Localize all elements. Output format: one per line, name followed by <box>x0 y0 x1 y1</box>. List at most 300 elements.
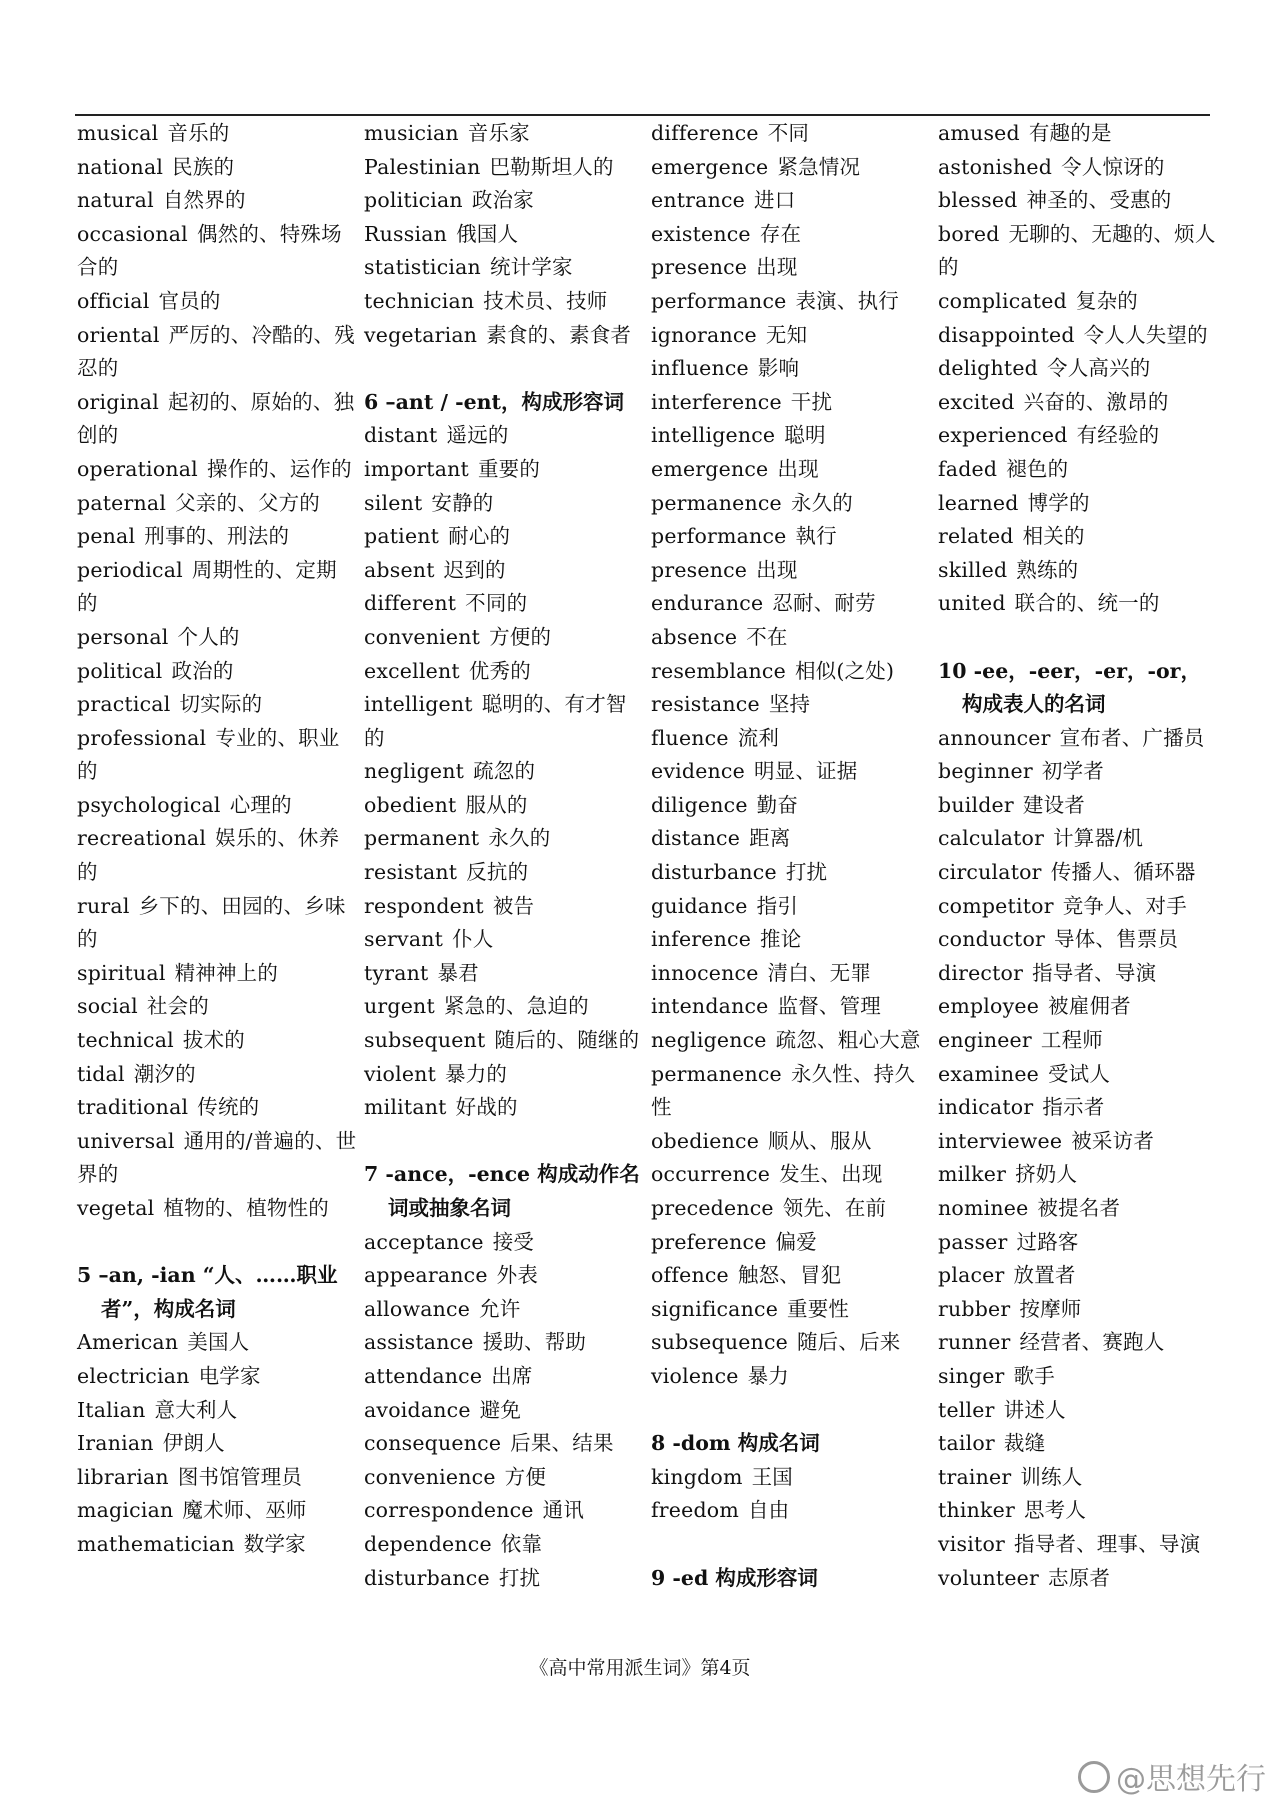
chinese-meaning: 被告 <box>492 893 535 918</box>
chinese-meaning: 遥远的 <box>446 423 509 448</box>
vocab-entry <box>938 1427 1218 1461</box>
english-word: innocence <box>651 960 759 985</box>
chinese-meaning: 专业的、职业的 <box>77 725 340 784</box>
english-word: passer <box>938 1229 1008 1254</box>
english-word: distant <box>364 423 438 448</box>
chinese-meaning: 训练人 <box>1020 1464 1083 1489</box>
chinese-meaning: 聪明 <box>784 423 826 448</box>
chinese-meaning: 竞争人、对手 <box>1062 893 1187 918</box>
chinese-meaning: 操作的、运作的 <box>206 456 352 481</box>
vocab-entry <box>651 621 931 655</box>
chinese-meaning: 援助、帮助 <box>482 1330 587 1355</box>
vocab-entry <box>938 789 1218 823</box>
english-word: avoidance <box>364 1397 471 1422</box>
vocab-entry <box>364 755 644 789</box>
english-word: influence <box>651 356 749 381</box>
chinese-meaning: 发生、出现 <box>779 1162 883 1187</box>
english-word: oriental <box>77 322 160 347</box>
english-word: mathematician <box>77 1531 235 1556</box>
english-word: trainer <box>938 1464 1012 1489</box>
vocab-entry <box>364 587 644 621</box>
english-word: national <box>77 154 164 179</box>
vocab-entry <box>651 856 931 890</box>
english-word: traditional <box>77 1095 189 1120</box>
vocab-entry <box>77 621 357 655</box>
english-word: astonished <box>938 154 1053 179</box>
vocab-entry <box>651 1360 931 1394</box>
chinese-meaning: 音乐的 <box>167 121 230 145</box>
spacer <box>77 1226 357 1260</box>
english-word: penal <box>77 524 136 549</box>
chinese-meaning: 令人惊讶的 <box>1061 154 1165 179</box>
vocab-entry <box>77 1058 357 1092</box>
vocab-entry <box>364 520 644 554</box>
vocab-entry <box>364 621 644 655</box>
chinese-meaning: 随后、后来 <box>796 1330 901 1355</box>
english-word: allowance <box>364 1296 471 1321</box>
english-word: paternal <box>77 490 167 515</box>
chinese-meaning: 依靠 <box>500 1531 543 1556</box>
vocab-entry <box>364 285 644 319</box>
chinese-meaning: 避免 <box>479 1397 522 1422</box>
vocab-entry <box>364 453 644 487</box>
english-word: fluence <box>651 725 729 750</box>
vocab-entry <box>364 789 644 823</box>
english-word: different <box>364 591 457 616</box>
chinese-meaning: 永久性、持久性 <box>651 1061 916 1120</box>
chinese-meaning: 令人人失望的 <box>1083 322 1208 347</box>
english-word: volunteer <box>938 1565 1039 1590</box>
vocab-entry <box>938 554 1218 588</box>
english-word: convenience <box>364 1464 496 1489</box>
vocab-entry <box>364 1058 644 1092</box>
chinese-meaning: 耐心的 <box>448 524 511 549</box>
watermark <box>1078 1754 1266 1798</box>
vocab-entry <box>651 554 931 588</box>
chinese-meaning: 监督、管理 <box>777 994 881 1019</box>
vocab-entry <box>938 218 1218 285</box>
english-word: endurance <box>651 591 764 616</box>
vocab-entry <box>938 386 1218 420</box>
chinese-meaning: 暴力的 <box>445 1061 508 1086</box>
chinese-meaning: 技术员、技师 <box>483 288 608 313</box>
chinese-meaning: 方便 <box>504 1464 547 1489</box>
chinese-meaning: 出现 <box>777 456 819 481</box>
english-word: Russian <box>364 221 448 246</box>
chinese-meaning: 迟到的 <box>443 557 506 582</box>
english-word: faded <box>938 456 998 481</box>
vocab-entry <box>651 1293 931 1327</box>
english-word: diligence <box>651 792 748 817</box>
english-word: bored <box>938 221 1000 246</box>
english-word: indicator <box>938 1095 1034 1120</box>
vocab-entry <box>364 1494 644 1528</box>
chinese-meaning: 疏忽的 <box>473 759 536 784</box>
vocab-entry <box>364 822 644 856</box>
english-word: complicated <box>938 288 1067 313</box>
english-word: obedience <box>651 1128 760 1153</box>
top-rule <box>75 114 1210 116</box>
vocab-entry <box>77 1528 357 1562</box>
chinese-meaning: 工程师 <box>1040 1028 1103 1053</box>
english-word: important <box>364 456 469 481</box>
vocab-entry <box>364 1427 644 1461</box>
english-word: original <box>77 389 159 414</box>
chinese-meaning: 巴勒斯坦人的 <box>489 154 614 179</box>
english-word: intendance <box>651 994 769 1019</box>
chinese-meaning: 被采访者 <box>1071 1128 1155 1153</box>
chinese-meaning: 打扰 <box>785 860 828 885</box>
english-word: interviewee <box>938 1128 1063 1153</box>
chinese-meaning: 好战的 <box>455 1095 518 1120</box>
vocab-entry <box>364 655 644 689</box>
vocab-entry <box>364 1562 644 1596</box>
vocab-entry <box>77 285 357 319</box>
chinese-meaning: 民族的 <box>172 154 235 179</box>
vocab-entry <box>364 184 644 218</box>
english-word: performance <box>651 524 787 549</box>
english-word: respondent <box>364 893 484 918</box>
vocab-entry <box>938 856 1218 890</box>
vocab-entry <box>364 1293 644 1327</box>
vocab-entry <box>651 990 931 1024</box>
vocab-entry <box>77 957 357 991</box>
spacer <box>651 1394 931 1428</box>
chinese-meaning: 讲述人 <box>1003 1397 1066 1422</box>
vocab-entry <box>651 453 931 487</box>
vocab-entry <box>77 688 357 722</box>
chinese-meaning: 过路客 <box>1016 1229 1079 1254</box>
english-word: attendance <box>364 1363 483 1388</box>
vocab-entry <box>938 1326 1218 1360</box>
vocab-entry <box>77 1192 357 1226</box>
chinese-meaning: 初学者 <box>1041 759 1104 784</box>
chinese-meaning: 无聊的、无趣的、烦人的 <box>938 221 1216 280</box>
english-word: skilled <box>938 557 1008 582</box>
chinese-meaning: 暴力 <box>747 1363 789 1388</box>
vocab-entry <box>938 923 1218 957</box>
chinese-meaning: 外表 <box>496 1263 539 1288</box>
chinese-meaning: 意大利人 <box>154 1397 238 1422</box>
chinese-meaning: 伊朗人 <box>162 1431 225 1456</box>
english-word: vegetarian <box>364 322 478 347</box>
chinese-meaning: 推论 <box>760 927 802 952</box>
column-2 <box>364 117 644 1595</box>
english-word: calculator <box>938 826 1045 851</box>
vocab-entry <box>938 151 1218 185</box>
vocab-entry <box>651 352 931 386</box>
english-word: precedence <box>651 1196 774 1220</box>
chinese-meaning: 起初的、原始的、独创的 <box>77 389 355 448</box>
vocab-entry <box>938 453 1218 487</box>
vocab-entry <box>651 218 931 252</box>
vocab-entry <box>938 487 1218 521</box>
vocab-entry <box>364 487 644 521</box>
chinese-meaning: 放置者 <box>1013 1263 1076 1288</box>
english-word: Iranian <box>77 1431 154 1456</box>
vocab-entry <box>651 386 931 420</box>
chinese-meaning: 官员的 <box>158 288 221 313</box>
english-word: emergence <box>651 456 769 481</box>
english-word: builder <box>938 792 1014 817</box>
english-word: permanence <box>651 490 782 515</box>
chinese-meaning: 指导者、理事、导演 <box>1014 1531 1201 1556</box>
vocab-entry <box>77 1461 357 1495</box>
chinese-meaning: 潮汐的 <box>133 1061 196 1086</box>
chinese-meaning: 流利 <box>737 725 780 750</box>
vocab-entry <box>938 1058 1218 1092</box>
english-word: disturbance <box>364 1565 490 1590</box>
vocab-entry <box>364 1326 644 1360</box>
vocab-entry <box>938 1226 1218 1260</box>
chinese-meaning: 受试人 <box>1047 1061 1111 1086</box>
english-word: occurrence <box>651 1162 771 1187</box>
english-word: excellent <box>364 658 460 683</box>
vocab-entry <box>364 1461 644 1495</box>
vocab-entry <box>77 655 357 689</box>
chinese-meaning: 距离 <box>749 826 791 851</box>
vocab-entry <box>651 923 931 957</box>
chinese-meaning: 相关的 <box>1022 524 1085 549</box>
chinese-meaning: 神圣的、受惠的 <box>1026 188 1172 213</box>
chinese-meaning: 指导者、导演 <box>1032 960 1157 985</box>
vocab-entry <box>938 1192 1218 1226</box>
chinese-meaning: 勤奋 <box>756 792 799 817</box>
chinese-meaning: 随后的、随继的 <box>494 1028 640 1053</box>
spacer <box>938 621 1218 655</box>
vocab-entry <box>938 1360 1218 1394</box>
vocab-entry <box>651 117 931 151</box>
chinese-meaning: 相似(之处) <box>794 658 895 683</box>
chinese-meaning: 表演、执行 <box>795 288 899 313</box>
english-word: kingdom <box>651 1464 743 1489</box>
vocab-entry <box>938 419 1218 453</box>
chinese-meaning: 明显、证据 <box>753 759 858 784</box>
vocab-entry <box>651 1192 931 1226</box>
chinese-meaning: 永久的 <box>488 826 551 851</box>
chinese-meaning: 反抗的 <box>466 860 529 885</box>
vocab-entry <box>651 1158 931 1192</box>
english-word: significance <box>651 1296 779 1321</box>
english-word: personal <box>77 624 169 649</box>
vocab-entry <box>77 487 357 521</box>
chinese-meaning: 有趣的是 <box>1028 121 1112 145</box>
english-word: intelligence <box>651 423 776 448</box>
chinese-meaning: 娱乐的、休养的 <box>77 826 340 885</box>
chinese-meaning: 指示者 <box>1042 1095 1105 1120</box>
english-word: disturbance <box>651 860 777 885</box>
english-word: periodical <box>77 557 183 582</box>
section-heading: 9 -ed 构成形容词 <box>651 1565 818 1590</box>
english-word: tyrant <box>364 960 429 985</box>
english-word: evidence <box>651 759 745 784</box>
vocab-entry <box>364 1024 644 1058</box>
vocab-entry <box>651 520 931 554</box>
chinese-meaning: 暴君 <box>437 960 479 985</box>
english-word: excited <box>938 389 1015 414</box>
vocab-entry <box>364 117 644 151</box>
vocab-entry <box>77 1360 357 1394</box>
english-word: conductor <box>938 927 1046 952</box>
chinese-meaning: 后果、结果 <box>510 1431 614 1456</box>
vocab-entry <box>651 957 931 991</box>
english-word: electrician <box>77 1363 190 1388</box>
english-word: visitor <box>938 1531 1005 1556</box>
english-word: political <box>77 658 163 683</box>
chinese-meaning: 严厉的、冷酷的、残忍的 <box>77 322 355 381</box>
vocab-entry <box>938 1091 1218 1125</box>
vocab-entry <box>651 487 931 521</box>
section-heading: 6 –ant / -ent，构成形容词 <box>364 389 624 414</box>
vocab-entry <box>651 184 931 218</box>
vocab-entry <box>938 1562 1218 1596</box>
english-word: engineer <box>938 1028 1032 1053</box>
column-3 <box>651 117 931 1595</box>
english-word: musical <box>77 121 159 145</box>
chinese-meaning: 乡下的、田园的、乡味的 <box>77 893 346 952</box>
english-word: permanence <box>651 1061 782 1086</box>
chinese-meaning: 執行 <box>795 524 837 549</box>
vocab-entry <box>77 1326 357 1360</box>
chinese-meaning: 通讯 <box>542 1498 585 1523</box>
chinese-meaning: 偶然的、特殊场合的 <box>77 221 342 280</box>
vocab-entry <box>364 1226 644 1260</box>
english-word: professional <box>77 725 207 750</box>
english-word: correspondence <box>364 1498 534 1523</box>
english-word: American <box>77 1330 179 1355</box>
chinese-meaning: 重要的 <box>477 456 541 481</box>
english-word: universal <box>77 1128 175 1153</box>
english-word: emergence <box>651 154 769 179</box>
chinese-meaning: 被雇佣者 <box>1048 994 1131 1019</box>
chinese-meaning: 忍耐、耐劳 <box>772 591 876 616</box>
vocab-entry <box>77 1394 357 1428</box>
column-1 <box>77 117 357 1562</box>
chinese-meaning: 复杂的 <box>1075 288 1139 313</box>
vocab-entry <box>77 554 357 621</box>
chinese-meaning: 出现 <box>756 557 798 582</box>
chinese-meaning: 聪明的、有才智的 <box>364 692 627 750</box>
vocab-entry <box>938 755 1218 789</box>
vocab-entry <box>938 117 1218 151</box>
vocab-entry <box>364 319 644 353</box>
chinese-meaning: 重要性 <box>787 1296 850 1321</box>
vocab-entry <box>938 990 1218 1024</box>
vocab-entry <box>651 319 931 353</box>
vocab-entry <box>77 453 357 487</box>
vocab-entry <box>938 1125 1218 1159</box>
english-word: offence <box>651 1263 729 1288</box>
english-word: milker <box>938 1162 1007 1187</box>
chinese-meaning: 清白、无罪 <box>767 960 872 985</box>
vocab-entry <box>77 822 357 889</box>
english-word: operational <box>77 456 198 481</box>
english-word: rubber <box>938 1296 1011 1321</box>
chinese-meaning: 政治的 <box>171 658 234 683</box>
chinese-meaning: 心理的 <box>229 792 292 817</box>
chinese-meaning: 俄国人 <box>456 221 519 246</box>
chinese-meaning: 计算器/机 <box>1053 826 1144 851</box>
chinese-meaning: 建设者 <box>1022 792 1086 817</box>
chinese-meaning: 挤奶人 <box>1015 1162 1078 1187</box>
english-word: convenient <box>364 624 481 649</box>
chinese-meaning: 影响 <box>757 356 800 381</box>
vocab-entry <box>364 218 644 252</box>
vocab-entry <box>938 1024 1218 1058</box>
english-word: assistance <box>364 1330 474 1355</box>
english-word: subsequent <box>364 1028 486 1053</box>
english-word: urgent <box>364 994 435 1019</box>
english-word: resistant <box>364 860 458 885</box>
vocab-entry <box>938 1158 1218 1192</box>
section-heading: 7 -ance，-ence 构成动作名词或抽象名词 <box>364 1162 640 1220</box>
english-word: subsequence <box>651 1330 788 1355</box>
english-word: experienced <box>938 423 1068 448</box>
vocab-entry <box>364 1091 644 1125</box>
vocab-entry <box>364 1360 644 1394</box>
vocab-entry <box>77 789 357 823</box>
chinese-meaning: 歌手 <box>1013 1363 1055 1388</box>
chinese-meaning: 安静的 <box>431 490 494 515</box>
vocab-entry <box>77 184 357 218</box>
english-word: Palestinian <box>364 154 481 179</box>
chinese-meaning: 褪色的 <box>1006 456 1069 481</box>
english-word: musician <box>364 121 459 145</box>
english-word: tidal <box>77 1061 125 1086</box>
english-word: permanent <box>364 826 480 851</box>
chinese-meaning: 博学的 <box>1027 490 1090 515</box>
english-word: practical <box>77 692 171 717</box>
vocab-entry <box>651 1125 931 1159</box>
vocab-entry <box>364 923 644 957</box>
chinese-meaning: 植物的、植物性的 <box>163 1196 329 1220</box>
vocab-entry <box>364 251 644 285</box>
vocab-entry <box>938 1394 1218 1428</box>
english-word: related <box>938 524 1014 549</box>
vocab-entry <box>938 184 1218 218</box>
english-word: entrance <box>651 188 746 213</box>
vocab-entry <box>77 1427 357 1461</box>
english-word: Italian <box>77 1397 146 1422</box>
vocab-entry <box>651 822 931 856</box>
english-word: recreational <box>77 826 207 851</box>
english-word: employee <box>938 994 1040 1019</box>
chinese-meaning: 方便的 <box>489 624 552 649</box>
english-word: blessed <box>938 188 1018 213</box>
chinese-meaning: 疏忽、粗心大意 <box>775 1028 921 1053</box>
chinese-meaning: 不在 <box>746 624 788 649</box>
vocab-entry <box>77 386 357 453</box>
english-word: official <box>77 288 150 313</box>
vocab-entry <box>364 1259 644 1293</box>
chinese-meaning: 自由 <box>747 1498 790 1523</box>
vocab-entry <box>938 957 1218 991</box>
english-word: resistance <box>651 692 760 717</box>
english-word: silent <box>364 490 423 515</box>
vocab-entry <box>651 1226 931 1260</box>
vocab-entry <box>938 319 1218 353</box>
vocab-entry <box>364 990 644 1024</box>
vocab-entry <box>651 722 931 756</box>
chinese-meaning: 思考人 <box>1023 1498 1087 1523</box>
vocab-entry <box>77 1125 357 1192</box>
english-word: intelligent <box>364 692 473 717</box>
english-word: announcer <box>938 725 1051 750</box>
english-word: freedom <box>651 1498 739 1523</box>
vocab-entry <box>651 285 931 319</box>
english-word: negligence <box>651 1028 767 1053</box>
english-word: magician <box>77 1498 174 1523</box>
